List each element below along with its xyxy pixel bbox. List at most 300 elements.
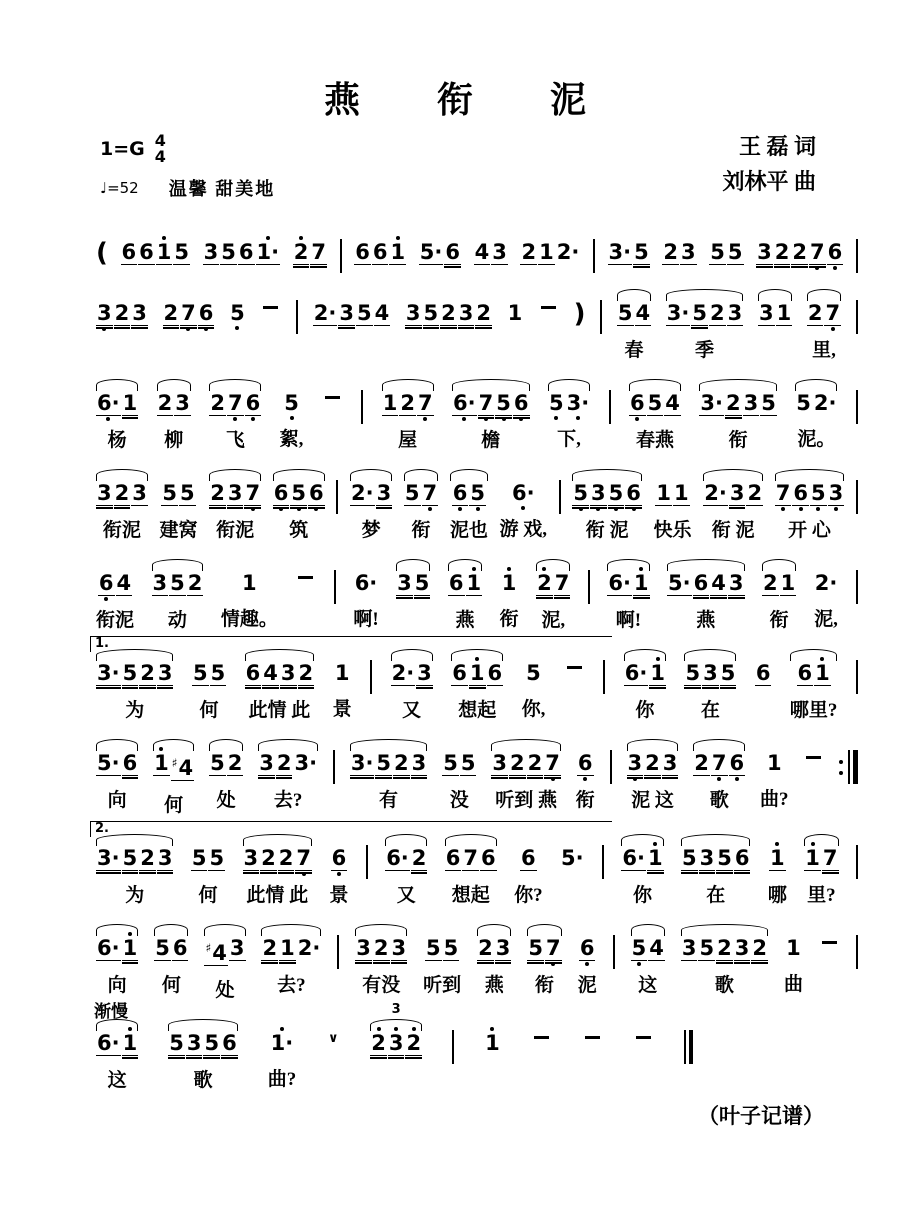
note <box>827 235 844 271</box>
octave-dot-slot <box>634 686 638 692</box>
note <box>443 931 460 967</box>
octave-dot-slot <box>716 265 720 271</box>
note <box>644 746 661 782</box>
note-group <box>548 386 590 452</box>
note <box>509 746 526 782</box>
note-number: 5 <box>608 481 624 505</box>
notes-row <box>856 296 858 334</box>
note-group <box>396 566 430 602</box>
slur-arc <box>96 469 148 481</box>
composer-credit: 刘林平 曲 <box>722 169 816 195</box>
lyric: 去? <box>273 790 303 811</box>
note <box>221 1026 238 1062</box>
note-number: 1 <box>382 391 398 415</box>
dot-glyph <box>423 417 427 421</box>
note-number: 1 <box>390 240 406 264</box>
note-group <box>856 841 858 879</box>
note-number: 2 <box>140 846 155 870</box>
note-number: 2 <box>411 846 427 870</box>
lyric: 季 <box>695 340 715 361</box>
note-number: 6 <box>448 571 464 595</box>
slur-arc <box>758 289 792 301</box>
octave-dot-slot <box>761 686 765 692</box>
notes-row <box>769 841 786 877</box>
note-number: 7 <box>775 481 791 505</box>
octave-dot <box>233 416 237 422</box>
dot-glyph <box>583 777 587 781</box>
note-group <box>296 296 298 334</box>
note-group <box>229 296 246 331</box>
note <box>96 296 113 332</box>
slur-arc <box>245 649 315 661</box>
note-group <box>451 656 503 723</box>
note <box>699 841 716 877</box>
score-header <box>0 127 912 213</box>
notes-row <box>608 235 650 271</box>
lyric: 有 <box>379 790 399 811</box>
system-10 <box>50 1002 858 1093</box>
note-number: 6 <box>729 751 745 775</box>
notes-row <box>340 235 342 273</box>
sharp-icon: ♯ <box>171 756 178 770</box>
note-number: 2 <box>762 571 778 595</box>
octave-dot-slot <box>803 686 807 692</box>
note-number: 3 <box>203 240 219 264</box>
note-number: 1 <box>656 481 672 505</box>
note-group <box>96 476 148 543</box>
dot-glyph <box>521 506 525 510</box>
note <box>452 476 469 512</box>
notes-row <box>655 476 689 512</box>
slur-arc <box>631 924 665 936</box>
note-group <box>209 386 261 453</box>
note-group <box>531 1026 552 1039</box>
note-group <box>693 746 745 813</box>
note-group <box>209 476 261 543</box>
note-number: 7 <box>825 301 841 325</box>
notes-row <box>209 386 261 422</box>
note-number: 6· <box>608 571 631 595</box>
lyric: 曲? <box>760 789 789 810</box>
octave-dot-slot <box>233 776 237 782</box>
note-number: 5 <box>210 661 226 685</box>
note <box>814 656 831 692</box>
note-number: 2 <box>527 751 543 775</box>
slur-arc <box>624 649 666 661</box>
octave-dot-slot <box>715 326 719 332</box>
note-number: 1 <box>805 846 820 870</box>
notes-row <box>366 841 368 879</box>
note <box>116 566 133 602</box>
note-number: 2· <box>704 481 727 505</box>
barline <box>452 1030 454 1064</box>
note <box>633 566 650 602</box>
note <box>513 386 530 422</box>
note <box>293 746 318 781</box>
note <box>203 235 220 271</box>
note-group <box>856 296 858 334</box>
note <box>385 841 410 877</box>
note-number: 5 <box>634 240 649 264</box>
octave-dot-slot <box>531 685 535 691</box>
slur-arc <box>204 924 245 936</box>
note <box>276 746 293 782</box>
note-group <box>684 656 736 723</box>
note <box>290 476 307 512</box>
note <box>758 296 775 332</box>
note-number: 5 <box>180 481 195 505</box>
triplet-label: 3 <box>391 1002 401 1017</box>
note-number: 3 <box>259 751 274 775</box>
note-group <box>474 235 508 271</box>
note <box>491 235 508 271</box>
octave-dot-slot <box>304 775 308 781</box>
notes-row <box>270 1026 295 1061</box>
notes-row <box>370 1026 422 1062</box>
credits <box>722 129 816 199</box>
octave-dot-slot <box>566 264 570 270</box>
note <box>313 296 338 332</box>
note-group <box>96 841 173 908</box>
octave-dot-slot <box>144 265 148 271</box>
octave-dot <box>337 871 341 877</box>
note-number: 6· <box>97 936 120 960</box>
lyric: 为 <box>125 885 145 906</box>
notes-row <box>839 746 858 784</box>
notes-row <box>477 931 511 967</box>
note-group <box>96 656 173 723</box>
note <box>187 566 204 602</box>
lyric: 动 <box>167 610 187 631</box>
octave-dot-slot <box>466 776 470 782</box>
note-number: 2 <box>114 301 130 325</box>
note-number: 6 <box>245 661 261 685</box>
note-group <box>442 746 476 813</box>
note-group <box>593 235 595 273</box>
octave-dot-slot <box>623 326 627 332</box>
note-number: 5 <box>710 240 725 264</box>
dash-note <box>263 306 278 309</box>
note-number: 2· <box>313 301 337 325</box>
note-number: 3 <box>492 240 507 264</box>
note-number: 2 <box>694 751 709 775</box>
octave-dot <box>717 776 721 782</box>
note-number: 7 <box>463 846 479 870</box>
note-group <box>96 235 108 271</box>
octave-dot-slot <box>458 686 462 692</box>
note <box>477 931 494 967</box>
notes-row <box>609 386 611 424</box>
notes-row <box>762 566 796 602</box>
note-group <box>629 386 681 453</box>
system-9 <box>50 915 858 1003</box>
note <box>96 746 121 782</box>
note-number: 6 <box>626 481 641 505</box>
note <box>191 841 208 877</box>
note <box>691 296 708 332</box>
notes-row <box>819 931 840 944</box>
lyric: 有没 <box>362 975 401 996</box>
note-number: 2· <box>351 481 374 505</box>
octave-dot-slot <box>618 596 622 602</box>
note-number: 2 <box>747 481 763 505</box>
note <box>491 746 508 782</box>
meter-numerator: 4 <box>154 131 166 150</box>
note <box>131 476 148 512</box>
notes-row <box>803 746 824 759</box>
note <box>458 296 475 332</box>
octave-dot-slot <box>655 961 659 967</box>
note-number: 3 <box>397 571 412 595</box>
note-number: 2 <box>394 751 409 775</box>
lyric: 燕 <box>455 610 475 631</box>
note-group <box>448 566 482 633</box>
lyric: 何 <box>199 700 219 721</box>
note-group <box>514 841 543 908</box>
octave-dot-slot <box>175 596 179 602</box>
note-number: 6· <box>97 391 120 415</box>
notes-row <box>756 235 843 271</box>
lyric: 哪 <box>767 885 787 906</box>
note-number: 5 <box>699 936 715 960</box>
note <box>414 566 431 602</box>
note-number: 3 <box>727 301 743 325</box>
note-number: 7 <box>311 240 326 264</box>
note <box>755 656 772 692</box>
note <box>617 296 634 332</box>
note <box>797 656 814 692</box>
note-number: 7 <box>478 391 494 415</box>
note-number: 5 <box>460 751 476 775</box>
octave-dot-slot <box>767 416 771 422</box>
dot-glyph <box>833 266 837 270</box>
note-number: 6 <box>122 751 138 775</box>
note <box>382 386 399 422</box>
octave-dot-slot <box>197 871 201 877</box>
note-number: 2 <box>406 1031 422 1055</box>
notes-row <box>295 566 316 579</box>
notes-row <box>582 1026 603 1039</box>
barline <box>609 390 611 424</box>
notes-row <box>666 296 743 332</box>
note-group <box>602 841 604 879</box>
octave-dot-slot <box>158 596 162 602</box>
note-group <box>366 841 368 879</box>
notes-row <box>96 656 173 692</box>
lyric: 你? <box>514 885 543 906</box>
note-group <box>355 931 407 998</box>
note <box>452 386 477 422</box>
note-number: 3 <box>186 1031 202 1055</box>
note <box>711 746 728 782</box>
note-number: 3· <box>294 751 318 775</box>
dot-glyph <box>476 507 480 511</box>
slur-arc <box>209 469 261 481</box>
note-number: 5 <box>230 301 245 325</box>
note <box>501 566 518 601</box>
slur-arc <box>261 924 321 936</box>
note-group <box>168 1026 238 1093</box>
notes-row <box>385 841 427 877</box>
note <box>824 296 841 332</box>
note <box>484 1026 501 1061</box>
note <box>416 656 433 692</box>
notes-row <box>804 841 838 877</box>
note-number: 4 <box>711 571 726 595</box>
note-group <box>484 1026 501 1061</box>
lyric: 何 <box>161 975 181 996</box>
note <box>699 386 724 422</box>
note <box>373 931 390 967</box>
notes-row <box>579 931 596 967</box>
note-number: 3 <box>729 481 745 505</box>
slur-arc <box>385 834 427 846</box>
note-group <box>576 746 595 813</box>
slur-arc <box>96 834 173 846</box>
octave-dot-slot <box>669 265 673 271</box>
note-group <box>96 746 138 813</box>
note-number: 5 <box>631 936 647 960</box>
note <box>495 931 512 967</box>
barline <box>559 480 561 514</box>
note-number: 4 <box>649 936 664 960</box>
notes-row <box>607 566 649 602</box>
notes-row <box>322 386 343 399</box>
note-number: 1 <box>469 661 485 685</box>
octave-dot-slot <box>632 871 636 877</box>
note <box>624 656 649 692</box>
note <box>507 296 524 331</box>
note <box>709 296 726 332</box>
note-group <box>382 386 434 453</box>
note <box>131 296 148 332</box>
note-group <box>340 235 342 273</box>
note-number: 5 <box>209 846 225 870</box>
note <box>173 235 190 271</box>
lyric: 衔 泥 <box>711 520 755 541</box>
note <box>809 235 826 271</box>
note <box>425 931 442 967</box>
note-group <box>762 566 796 633</box>
note-group <box>507 296 524 331</box>
note-number: 3 <box>699 846 715 870</box>
note <box>709 235 726 271</box>
meter-denominator: 4 <box>154 147 166 167</box>
note-number: 6 <box>693 571 709 595</box>
lyric: 向 <box>107 975 127 996</box>
note-number: 5 <box>426 936 441 960</box>
key-label: 1=G <box>100 138 145 161</box>
note-group <box>337 931 339 969</box>
note-group <box>856 931 858 969</box>
note-number: 1 <box>674 481 689 505</box>
note <box>396 566 413 602</box>
slur-arc <box>243 834 313 846</box>
dot-glyph <box>781 507 785 511</box>
note-group <box>684 1026 694 1064</box>
lyric: 春 <box>624 340 644 361</box>
note-number: 3 <box>728 571 744 595</box>
note <box>139 656 156 692</box>
slur-arc <box>703 469 763 481</box>
open-paren: ( <box>96 238 108 268</box>
octave-dot-slot <box>159 776 163 782</box>
note <box>171 746 194 787</box>
note-number: 3 <box>152 571 168 595</box>
note <box>388 1026 405 1062</box>
note-number: 2 <box>140 661 155 685</box>
note-number: 7 <box>227 391 243 415</box>
note <box>462 841 479 877</box>
note <box>198 296 215 332</box>
note <box>169 566 186 602</box>
note <box>822 841 839 877</box>
note-number: 5 <box>356 301 372 325</box>
note-number: 2 <box>509 751 525 775</box>
note <box>179 476 196 512</box>
note-number: 6 <box>513 391 529 415</box>
octave-dot-slot <box>396 265 400 271</box>
octave-dot <box>476 506 480 512</box>
notes-row <box>96 841 173 877</box>
notes-row <box>507 296 524 331</box>
note-group <box>538 296 559 309</box>
notes-row <box>795 386 837 421</box>
note <box>751 931 768 967</box>
note <box>647 841 664 877</box>
notes-row <box>814 566 839 601</box>
barline <box>370 660 372 694</box>
lyric: 下, <box>557 429 581 450</box>
note-group <box>333 746 335 784</box>
note <box>666 296 691 332</box>
note <box>273 476 290 512</box>
note-number: 2 <box>663 240 679 264</box>
note-number: 7 <box>711 751 727 775</box>
note <box>331 841 348 877</box>
note-group <box>243 841 313 908</box>
lyric: 泥也 <box>449 520 488 541</box>
octave-dot-slot <box>454 596 458 602</box>
lyric: 歌 <box>193 1070 213 1091</box>
note <box>631 931 648 967</box>
dash-note <box>636 1036 651 1039</box>
note-group <box>603 656 605 694</box>
barline <box>613 935 615 969</box>
octave-dot-slot <box>106 961 110 967</box>
note-number: 3 <box>175 391 190 415</box>
note <box>283 386 300 421</box>
note-number: 7 <box>181 301 196 325</box>
note <box>804 841 821 877</box>
note-group <box>536 566 570 633</box>
note-group <box>790 656 838 723</box>
note <box>220 235 237 271</box>
notes-row <box>684 1026 694 1064</box>
note <box>667 566 692 602</box>
slur-arc <box>617 289 651 301</box>
notes-row <box>391 656 433 692</box>
lyric: 听到 <box>423 975 462 996</box>
note-number: 6 <box>579 936 595 960</box>
note-group <box>600 296 602 334</box>
note-number: 3 <box>388 1031 404 1055</box>
note-number: 6· <box>511 481 535 505</box>
note-number: 3 <box>132 301 147 325</box>
notes-row <box>382 386 434 422</box>
system-2 <box>50 280 858 363</box>
lyric: 泥。 <box>797 429 836 450</box>
